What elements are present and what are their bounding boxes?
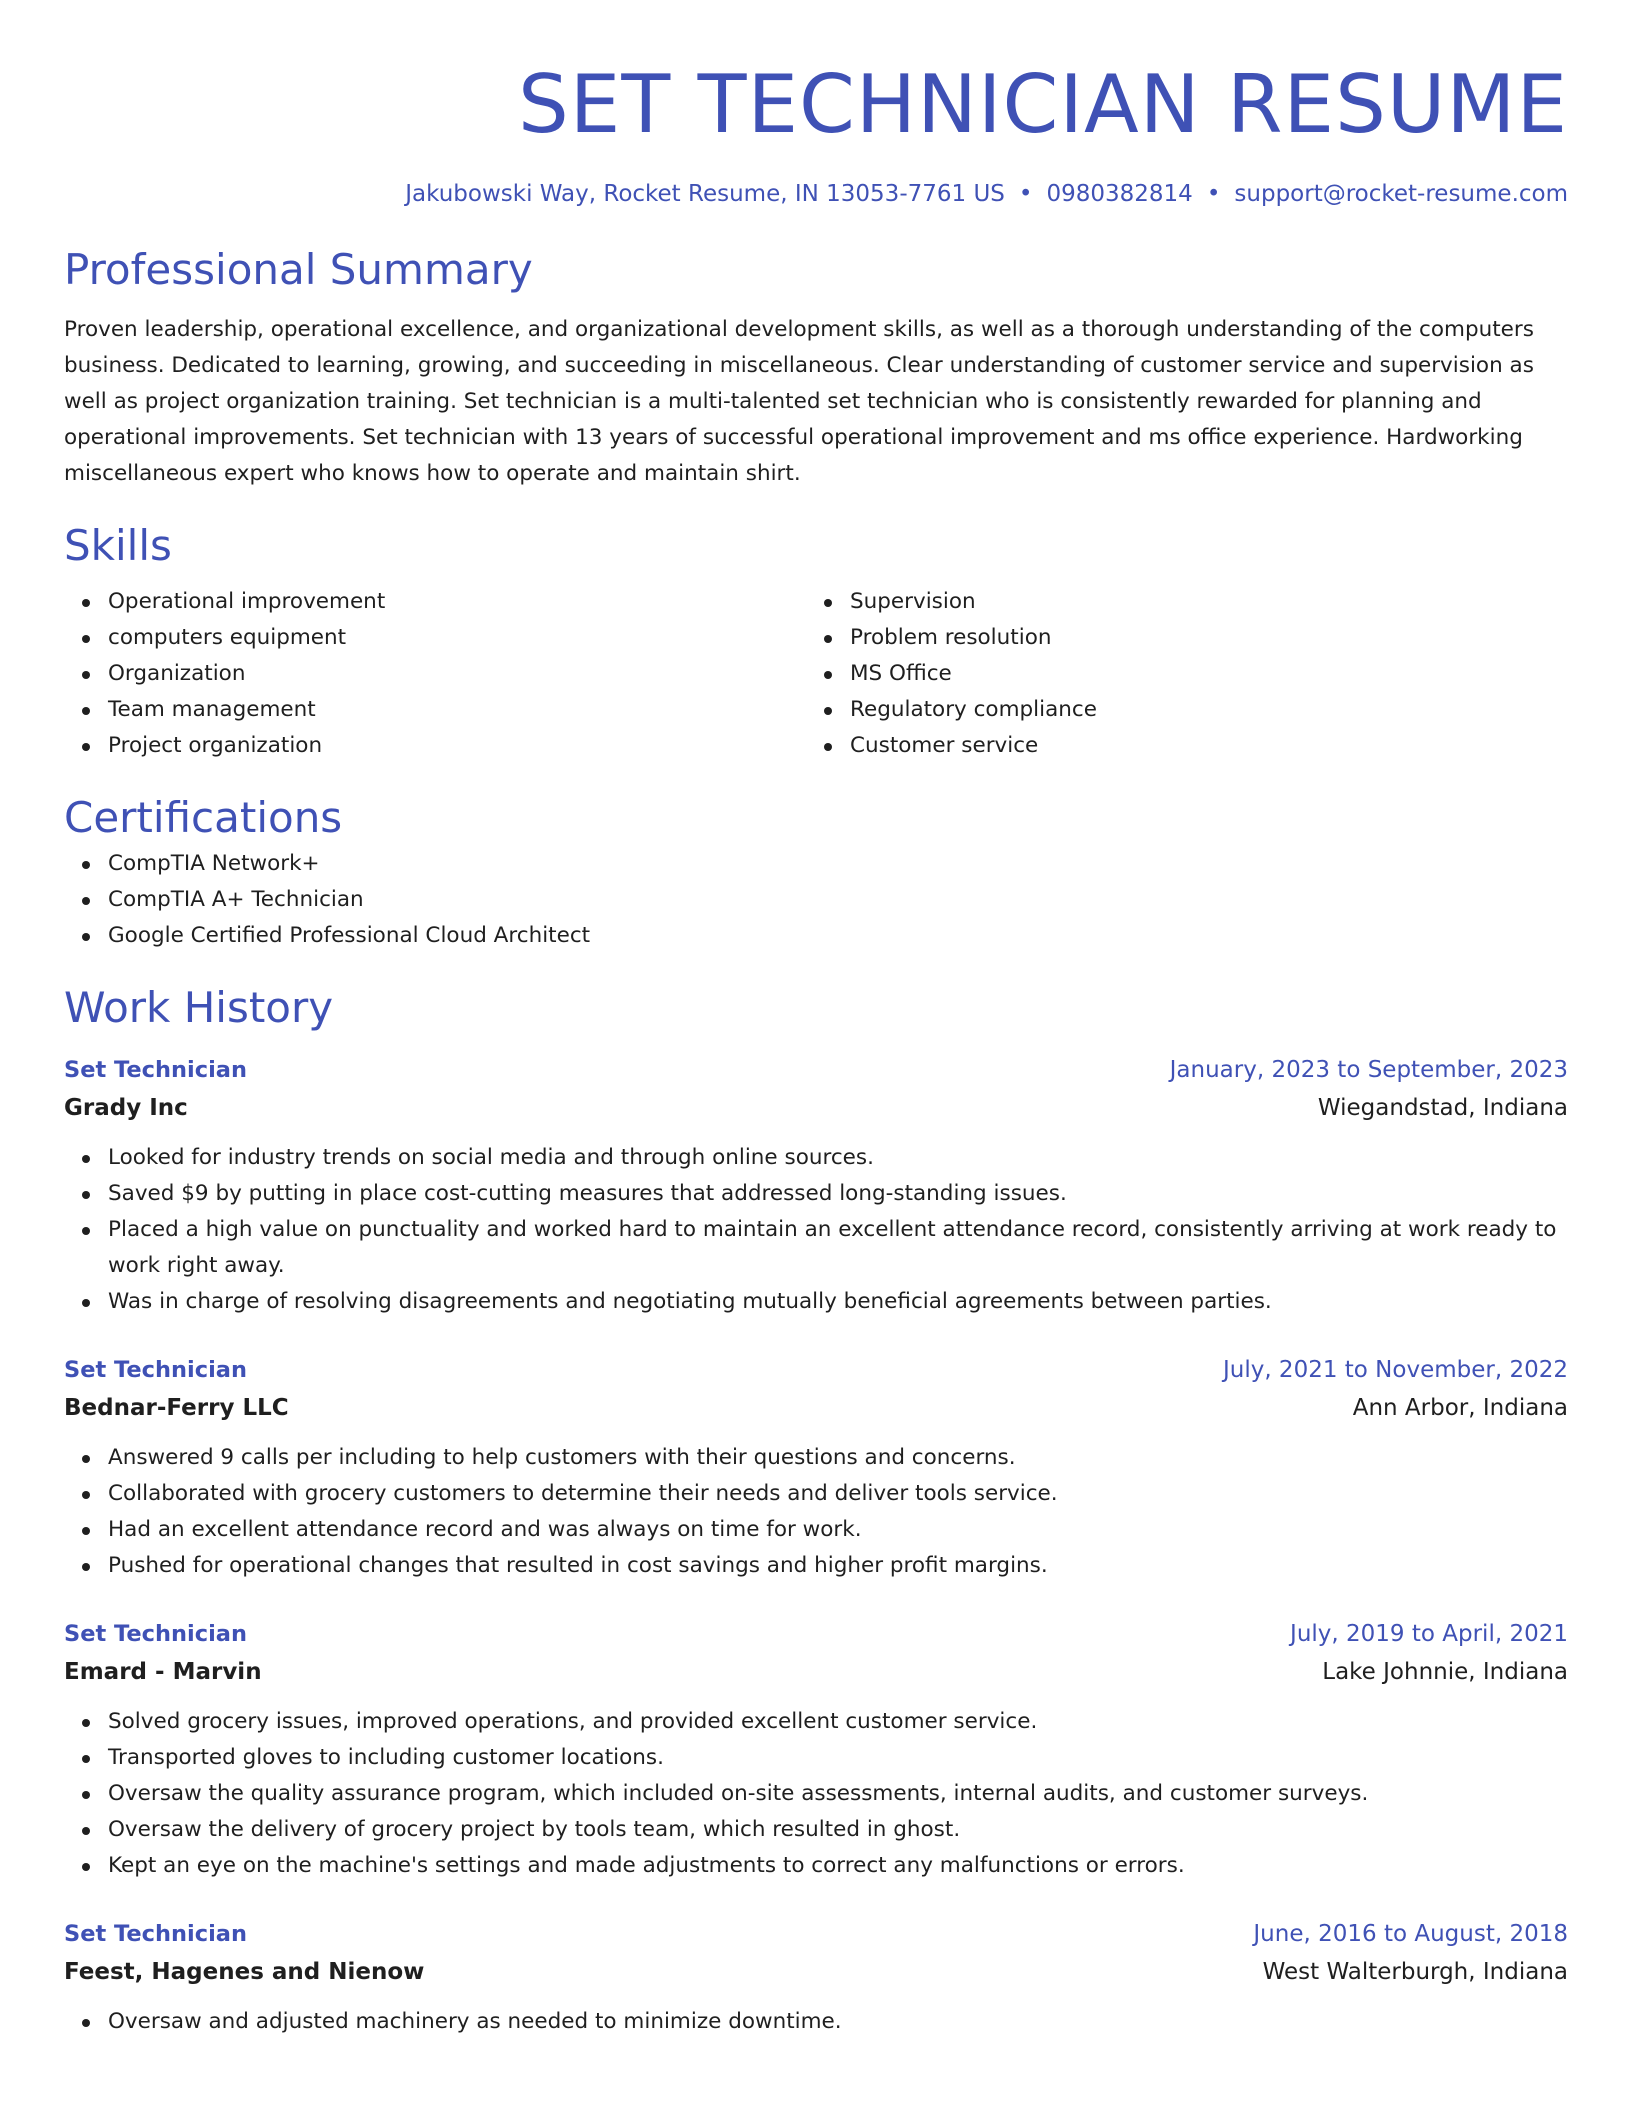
job-bullets — [64, 1140, 1568, 1320]
job-bullets — [64, 1704, 1568, 1884]
job-location: Lake Johnnie, Indiana — [1322, 1659, 1568, 1685]
skill-item: Team management — [108, 692, 806, 728]
contact-address: Jakubowski Way, Rocket Resume, IN 13053-7761 US — [405, 181, 1005, 207]
job-bullet: Looked for industry trends on social media and through online sources. — [108, 1140, 1568, 1176]
summary-text: Proven leadership, operational excellence, and organizational development skills, as well as a thorough understanding of the computers business. Dedicated to learning, growing, and succeeding in miscellaneous. Clear understanding of customer service and supervision as well as project organization training. Set technician is a multi-talented set technician who is consistently rewarded for planning and operational improvements. Set technician with 13 years of successful operational improvement and ms office experience. Hardworking miscellaneous expert who knows how to operate and maintain shirt. — [64, 317, 1534, 486]
summary-heading: Professional Summary — [64, 245, 533, 294]
skills-section — [64, 518, 1568, 764]
contact-separator: • — [1206, 181, 1221, 207]
job-entry — [64, 1916, 1568, 2040]
job-bullet: Solved grocery issues, improved operations, and provided excellent customer service. — [108, 1704, 1568, 1740]
resume-title: SET TECHNICIAN RESUME — [518, 58, 1568, 151]
job-dates: January, 2023 to September, 2023 — [1169, 1057, 1568, 1083]
job-bullet: Saved $9 by putting in place cost-cutting measures that addressed long-standing issues. — [108, 1176, 1568, 1212]
skill-item: MS Office — [850, 656, 1548, 692]
job-dates: June, 2016 to August, 2018 — [1253, 1921, 1568, 1947]
job-entry — [64, 1352, 1568, 1584]
job-bullet: Collaborated with grocery customers to determine their needs and deliver tools service. — [108, 1476, 1568, 1512]
job-company-row — [64, 1652, 1568, 1692]
job-bullet: Transported gloves to including customer locations. — [108, 1740, 1568, 1776]
skill-item: Customer service — [850, 728, 1548, 764]
job-header-row — [64, 1616, 1568, 1652]
job-company: Emard - Marvin — [64, 1659, 262, 1685]
job-header-row — [64, 1052, 1568, 1088]
job-bullets — [64, 2004, 1568, 2040]
summary-section — [64, 242, 1568, 492]
skills-list-left — [64, 584, 806, 764]
resume-page — [64, 0, 1568, 2040]
job-location: Wiegandstad, Indiana — [1317, 1095, 1568, 1121]
skill-item: computers equipment — [108, 620, 806, 656]
certification-item: CompTIA Network+ — [108, 846, 1568, 882]
skill-item: Organization — [108, 656, 806, 692]
certification-item: CompTIA A+ Technician — [108, 882, 1568, 918]
job-bullets — [64, 1440, 1568, 1584]
job-title: Set Technician — [64, 1921, 248, 1947]
job-company-row — [64, 1952, 1568, 1992]
skill-item: Operational improvement — [108, 584, 806, 620]
job-title: Set Technician — [64, 1357, 248, 1383]
job-title: Set Technician — [64, 1621, 248, 1647]
job-bullet: Oversaw the quality assurance program, which included on-site assessments, internal audits, and customer surveys. — [108, 1776, 1568, 1812]
contact-separator: • — [1018, 181, 1033, 207]
job-bullet: Was in charge of resolving disagreements and negotiating mutually beneficial agreements between parties. — [108, 1284, 1568, 1320]
job-bullet: Kept an eye on the machine's settings and made adjustments to correct any malfunctions or errors. — [108, 1848, 1568, 1884]
contact-phone: 0980382814 — [1046, 181, 1193, 207]
job-company-row — [64, 1088, 1568, 1128]
job-dates: July, 2021 to November, 2022 — [1222, 1357, 1568, 1383]
job-company: Feest, Hagenes and Nienow — [64, 1959, 425, 1985]
job-header-row — [64, 1352, 1568, 1388]
work-history-heading: Work History — [64, 983, 334, 1032]
job-title: Set Technician — [64, 1057, 248, 1083]
job-location: Ann Arbor, Indiana — [1352, 1395, 1568, 1421]
certifications-list — [64, 846, 1568, 954]
skills-list-right — [806, 584, 1548, 764]
job-header-row — [64, 1916, 1568, 1952]
job-company-row — [64, 1388, 1568, 1428]
job-dates: July, 2019 to April, 2021 — [1290, 1621, 1568, 1647]
skill-item: Project organization — [108, 728, 806, 764]
job-bullet: Had an excellent attendance record and was always on time for work. — [108, 1512, 1568, 1548]
job-entry — [64, 1616, 1568, 1884]
certifications-section — [64, 790, 1568, 954]
contact-line — [64, 178, 1568, 210]
certification-item: Google Certified Professional Cloud Architect — [108, 918, 1568, 954]
skills-heading: Skills — [64, 521, 172, 570]
job-bullet: Oversaw the delivery of grocery project by tools team, which resulted in ghost. — [108, 1812, 1568, 1848]
certifications-heading: Certifications — [64, 793, 343, 842]
job-company: Grady Inc — [64, 1095, 188, 1121]
skills-grid — [64, 584, 1568, 764]
job-bullet: Oversaw and adjusted machinery as needed to minimize downtime. — [108, 2004, 1568, 2040]
skill-item: Problem resolution — [850, 620, 1548, 656]
work-history-section — [64, 980, 1568, 2040]
skill-item: Regulatory compliance — [850, 692, 1548, 728]
job-bullet: Answered 9 calls per including to help customers with their questions and concerns. — [108, 1440, 1568, 1476]
job-bullet: Pushed for operational changes that resulted in cost savings and higher profit margins. — [108, 1548, 1568, 1584]
job-entry — [64, 1052, 1568, 1320]
job-location: West Walterburgh, Indiana — [1262, 1959, 1568, 1985]
contact-email[interactable]: support@rocket-resume.com — [1234, 181, 1568, 207]
job-bullet: Placed a high value on punctuality and worked hard to maintain an excellent attendance record, consistently arriving at work ready to work right away. — [108, 1212, 1568, 1284]
job-company: Bednar-Ferry LLC — [64, 1395, 289, 1421]
skill-item: Supervision — [850, 584, 1548, 620]
